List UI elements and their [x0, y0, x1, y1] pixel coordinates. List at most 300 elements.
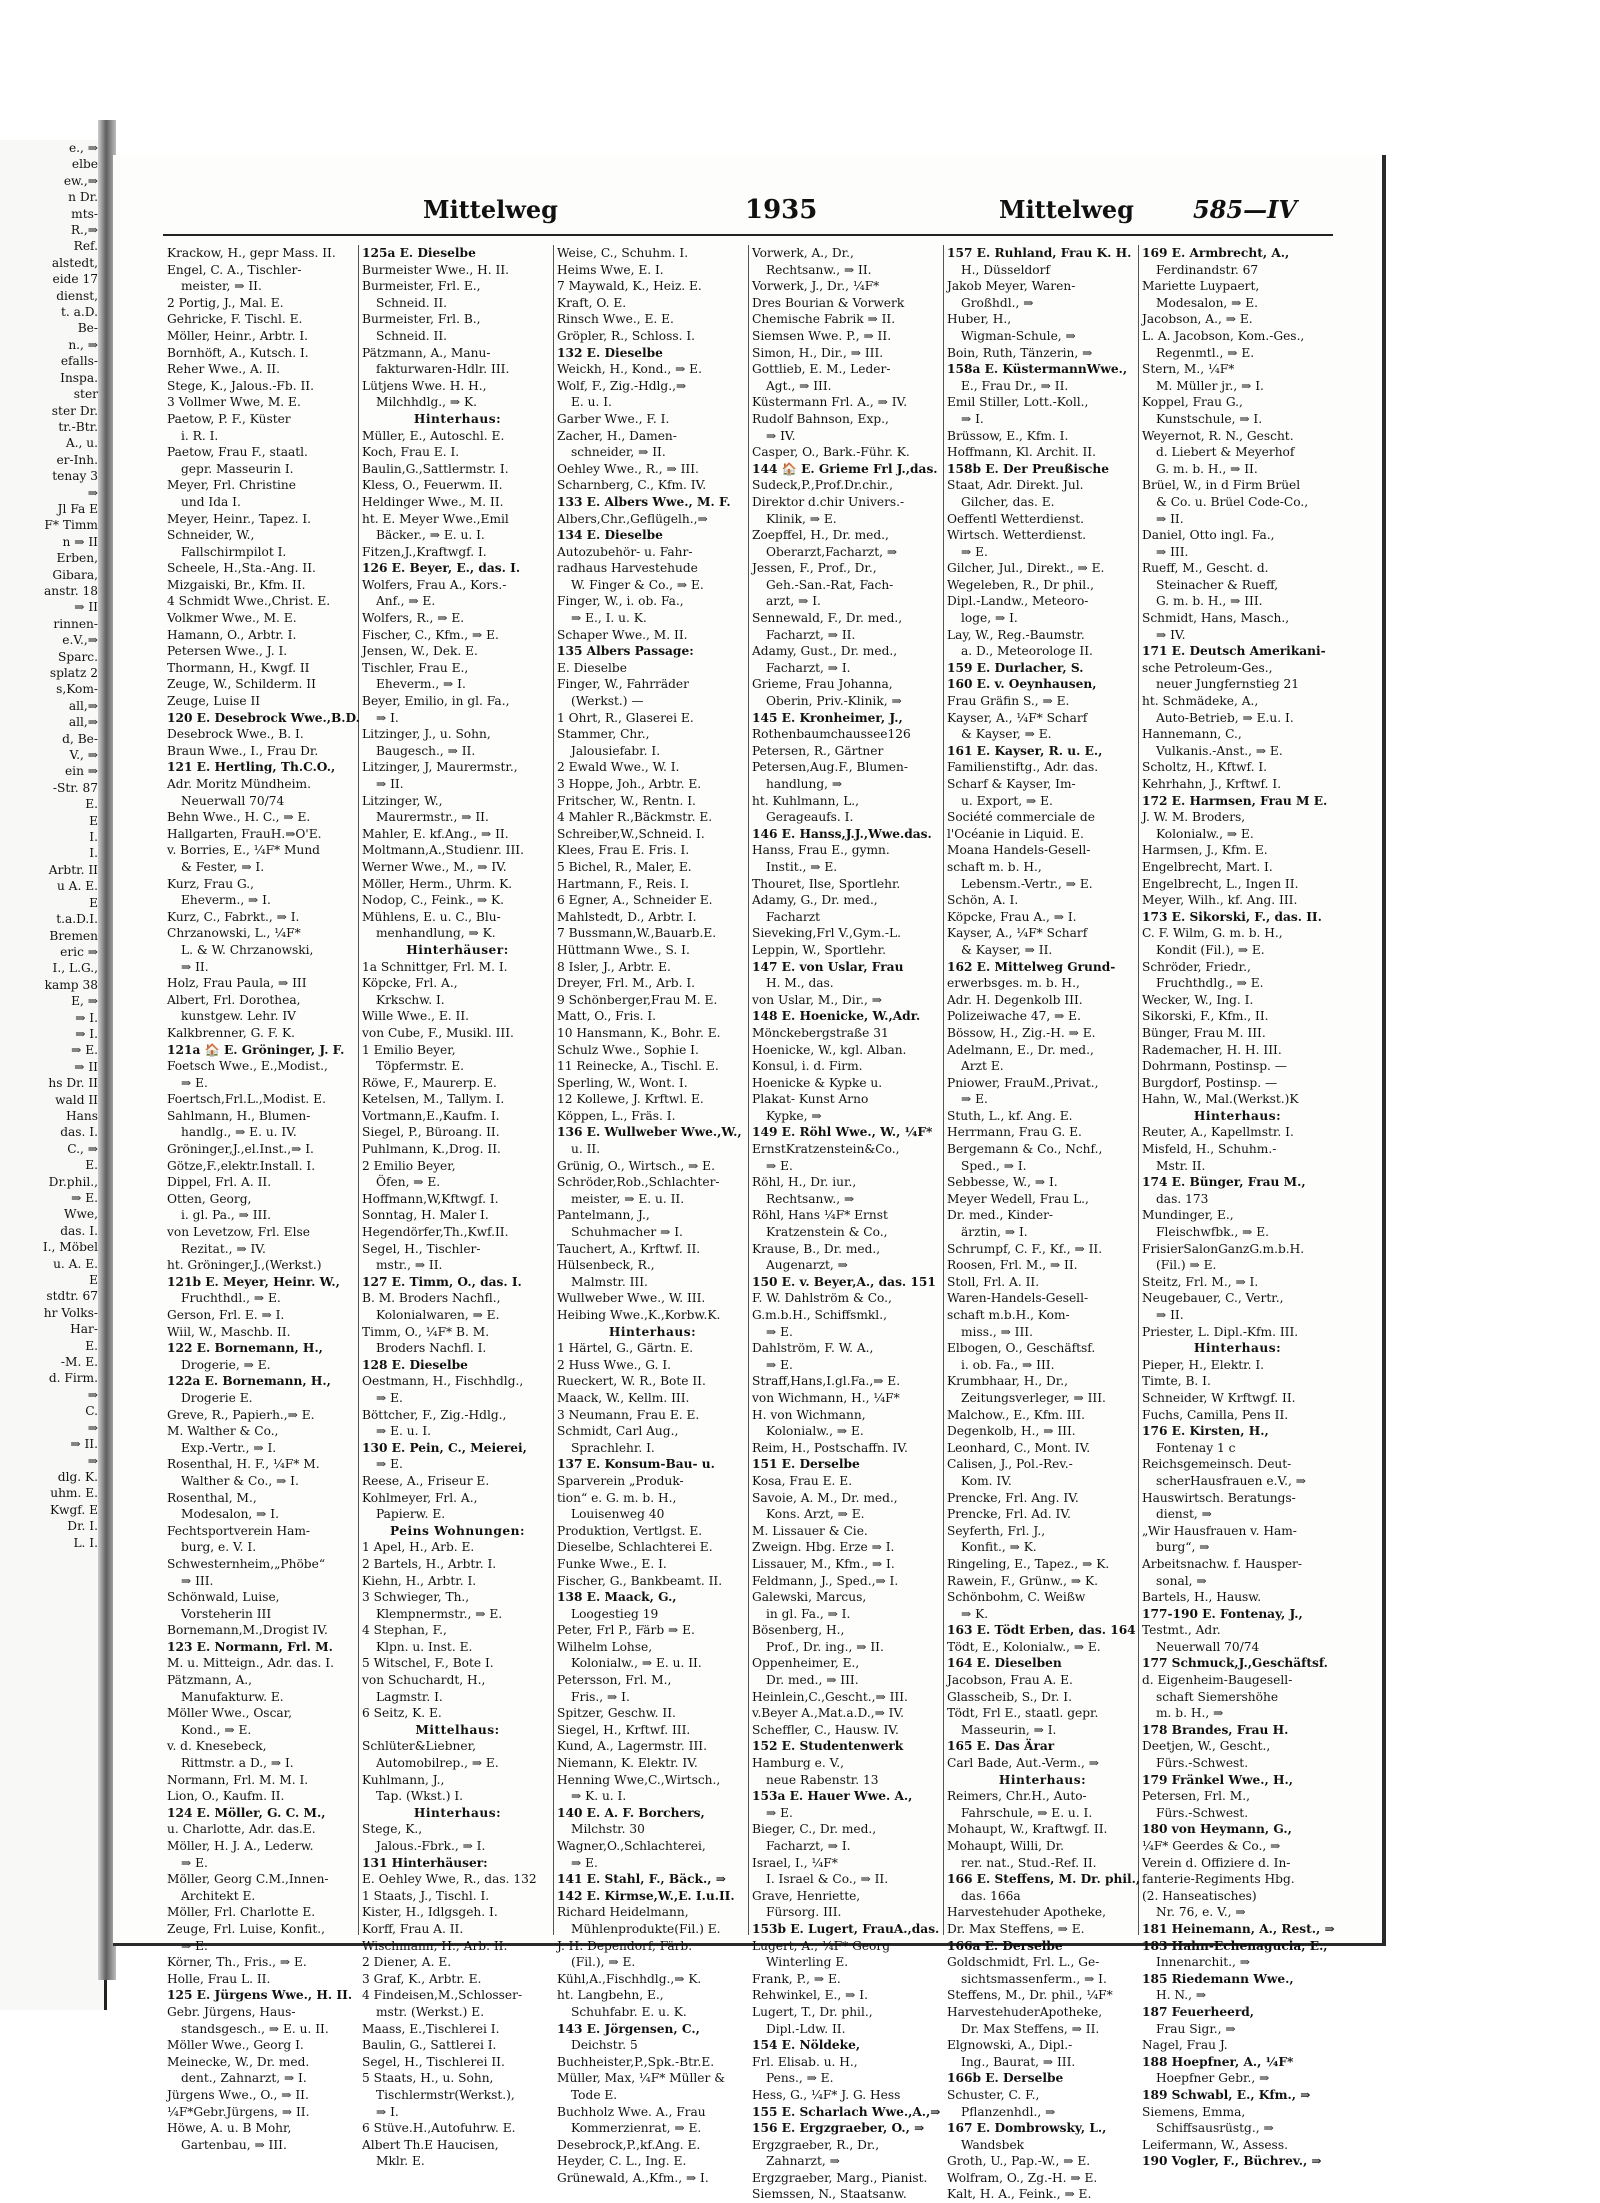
resident-entry: Stern, M., ¼F*: [1142, 362, 1235, 377]
resident-entry: Dr. Max Steffens, ⇒ II.: [961, 2021, 1100, 2036]
resident-entry: Drogerie, ⇒ E.: [181, 1357, 271, 1372]
resident-entry: Burmeister, Frl. E.,: [362, 279, 481, 294]
house-number-entry: 138 E. Maack, G.,: [557, 1590, 677, 1605]
resident-entry: Behn Wwe., H. C., ⇒ E.: [167, 810, 311, 825]
resident-entry: Burmeister Wwe., H. II.: [362, 262, 510, 277]
previous-page-fragment: Hans: [66, 1108, 98, 1123]
resident-entry: Harvestehuder Apotheke,: [947, 1905, 1106, 1920]
previous-page-fragment: Har-: [70, 1322, 98, 1337]
resident-entry: Scholtz, H., Kftwf. I.: [1142, 760, 1268, 775]
resident-entry: Eheverm., ⇒ I.: [181, 893, 271, 908]
resident-entry: (2. Hanseatisches): [1142, 1888, 1257, 1903]
resident-entry: Bieger, C., Dr. med.,: [752, 1822, 877, 1837]
resident-entry: Kolonialw., ⇒ E.: [1156, 826, 1254, 841]
resident-entry: Jacobson, A., ⇒ E.: [1142, 312, 1253, 327]
resident-entry: Kohlmeyer, Frl. A.,: [362, 1490, 478, 1505]
resident-entry: Grieme, Frau Johanna,: [752, 677, 893, 692]
resident-entry: ¼F*Gebr.Jürgens, ⇒ II.: [167, 2104, 310, 2119]
resident-entry: ⇒ II.: [1156, 511, 1184, 526]
house-number-entry: 152 E. Studentenwerk: [752, 1739, 904, 1754]
section-heading: Hinterhäuser:: [406, 942, 509, 957]
resident-entry: Klpn. u. Inst. E.: [376, 1639, 473, 1654]
resident-entry: rer. nat., Stud.-Ref. II.: [961, 1855, 1097, 1870]
resident-entry: Klees, Frau E. Fris. I.: [557, 843, 690, 858]
resident-entry: Elbogen, O., Geschäftsf.: [947, 1341, 1096, 1356]
resident-entry: Rawein, F., Grünw., ⇒ K.: [947, 1573, 1098, 1588]
resident-entry: B. M. Broders Nachfl.,: [362, 1291, 501, 1306]
resident-entry: Baulin, G., Sattlerei I.: [362, 2038, 497, 2053]
resident-entry: Töpfermstr. E.: [376, 1059, 465, 1074]
resident-entry: a. D., Meteorologe II.: [961, 644, 1093, 659]
house-number-entry: 165 E. Das Ärar: [947, 1739, 1055, 1754]
resident-entry: tion“ e. G. m. b. H.,: [557, 1490, 677, 1505]
resident-entry: F. W. Dahlström & Co.,: [752, 1291, 892, 1306]
resident-entry: Tauchert, A., Krftwf. II.: [557, 1241, 701, 1256]
resident-entry: Innenarchit., ⇒: [1156, 1955, 1250, 1970]
resident-entry: ht. Kuhlmann, L.,: [752, 793, 860, 808]
resident-entry: schaft Siemershöhe: [1156, 1689, 1279, 1704]
resident-entry: in gl. Fa., ⇒ I.: [766, 1606, 851, 1621]
previous-page-fragment: anstr. 18: [43, 583, 98, 598]
previous-page-fragment: t.a.D.I.: [56, 912, 98, 927]
previous-page-fragment: kamp 38: [44, 977, 98, 992]
resident-entry: Hoffmann, Kl. Archit. II.: [947, 445, 1096, 460]
resident-entry: mstr. (Werkst.) E.: [376, 2004, 485, 2019]
resident-entry: Albert Th.E Haucisen,: [362, 2137, 499, 2152]
resident-entry: Möller, Frl. Charlotte E.: [167, 1905, 316, 1920]
resident-entry: Lugert, A., ¼F* Georg: [752, 1938, 891, 1953]
house-number-entry: 133 E. Albers Wwe., M. F.: [557, 494, 731, 509]
resident-entry: Köpcke, Frl. A.,: [362, 976, 458, 991]
previous-page-fragment: all,⇒: [68, 698, 98, 713]
resident-entry: Bergemann & Co., Nchf.,: [947, 1142, 1103, 1157]
resident-entry: Greve, R., Papierh.,⇒ E.: [167, 1407, 315, 1422]
house-number-entry: 169 E. Armbrecht, A.,: [1142, 246, 1290, 260]
resident-entry: 5 Witschel, F., Bote I.: [362, 1656, 494, 1671]
resident-entry: Korff, Frau A. II.: [362, 1921, 464, 1936]
resident-entry: Kondit (Fil.), ⇒ E.: [1156, 942, 1265, 957]
resident-entry: Krackow, H., gepr Mass. II.: [167, 246, 336, 260]
resident-entry: Weickh, H., Kond., ⇒ E.: [557, 362, 702, 377]
resident-entry: Krkschw. I.: [376, 992, 445, 1007]
resident-entry: Möller Wwe., Oscar,: [167, 1706, 293, 1721]
resident-entry: Wolfram, O., Zg.-H. ⇒ E.: [947, 2170, 1098, 2185]
house-number-entry: 179 Fränkel Wwe., H.,: [1142, 1772, 1294, 1787]
previous-page-fragment: hr Volks-: [43, 1305, 98, 1320]
resident-entry: Masseurin, ⇒ I.: [961, 1722, 1057, 1737]
previous-page-fragment: I., Möbel: [42, 1240, 98, 1255]
resident-entry: von Wichmann, H., ¼F*: [752, 1390, 900, 1405]
entry-columns: [163, 245, 1338, 2202]
resident-entry: FrisierSalonGanzG.m.b.H.: [1142, 1241, 1305, 1256]
resident-entry: ⇒ E., I. u. K.: [571, 611, 647, 626]
resident-entry: Kister, H., Idlgsgeh. I.: [362, 1905, 498, 1920]
resident-entry: Wille Wwe., E. II.: [362, 1009, 470, 1024]
resident-entry: Zoepffel, H., Dr. med.,: [752, 528, 889, 543]
resident-entry: scherHausfrauen e.V., ⇒: [1156, 1473, 1306, 1488]
house-number-entry: 142 E. Kirmse,W.,E. I.u.II.: [557, 1888, 735, 1903]
resident-entry: Hoepfner Gebr., ⇒: [1156, 2071, 1270, 2086]
resident-entry: Nodop, C., Feink., ⇒ K.: [362, 893, 505, 908]
resident-entry: Oberarzt,Facharzt, ⇒: [766, 544, 898, 559]
previous-page-fragment: d. Firm.: [48, 1371, 98, 1386]
resident-entry: Neugebauer, C., Vertr.,: [1142, 1291, 1284, 1306]
resident-entry: Mariette Luypaert,: [1142, 279, 1260, 294]
previous-page-fragment: ster Dr.: [51, 403, 98, 418]
resident-entry: Zeitungsverleger, ⇒ III.: [961, 1390, 1106, 1405]
previous-page-fragment: ⇒ II: [74, 1059, 98, 1074]
resident-entry: Fris., ⇒ I.: [571, 1689, 630, 1704]
resident-entry: Matt, O., Fris. I.: [557, 1009, 657, 1024]
resident-entry: Buchholz Wwe. A., Frau: [557, 2104, 706, 2119]
resident-entry: Tischlermstr(Werkst.),: [376, 2087, 515, 2102]
resident-entry: ⇒ E.: [766, 1324, 793, 1339]
previous-page-fragment: Be-: [77, 321, 98, 336]
resident-entry: Schrumpf, C. F., Kf., ⇒ II.: [947, 1241, 1103, 1256]
resident-entry: Neuerwall 70/74: [181, 793, 285, 808]
resident-entry: Kommerzienrat, ⇒ E.: [571, 2121, 702, 2136]
resident-entry: Oestmann, H., Fischhdlg.,: [362, 1374, 524, 1389]
resident-entry: Deetjen, W., Gescht.,: [1142, 1739, 1271, 1754]
resident-entry: ärztin, ⇒ I.: [961, 1225, 1028, 1240]
previous-page-fragment: R.,⇒: [70, 223, 98, 238]
resident-entry: Wirtsch. Wetterdienst.: [947, 528, 1086, 543]
resident-entry: Heinlein,C.,Gescht.,⇒ III.: [752, 1689, 908, 1704]
resident-entry: Heyder, C. L., Ing. E.: [557, 2154, 687, 2169]
resident-entry: Hanss, Frau E., gymn.: [752, 843, 890, 858]
resident-entry: Vulkanis.-Anst., ⇒ E.: [1156, 743, 1283, 758]
resident-entry: Sprachlehr. I.: [571, 1440, 655, 1455]
resident-entry: Regenmtl., ⇒ E.: [1156, 345, 1255, 360]
resident-entry: 3 Graf, K., Arbtr. E.: [362, 1971, 482, 1986]
house-number-entry: 154 E. Nöldeke,: [752, 2038, 861, 2053]
resident-entry: L. A. Jacobson, Kom.-Ges.,: [1142, 328, 1305, 343]
resident-entry: Wegeleben, R., Dr phil.,: [947, 577, 1094, 592]
resident-entry: (Werkst.) —: [571, 694, 644, 709]
resident-entry: Mohaupt, Willi, Dr.: [947, 1839, 1065, 1853]
resident-entry: Gottlieb, E. M., Leder-: [752, 362, 891, 377]
resident-entry: Fallschirmpilot I.: [181, 544, 287, 559]
resident-entry: ⇒ III.: [181, 1573, 214, 1588]
resident-entry: Wiil, W., Maschb. II.: [167, 1324, 291, 1339]
resident-entry: sche Petroleum-Ges.,: [1142, 660, 1273, 675]
previous-page-fragment: splatz 2: [49, 666, 98, 680]
resident-entry: Hahn, W., Mal.(Werkst.)K: [1142, 1092, 1299, 1107]
house-number-entry: 166a E. Derselbe: [947, 1938, 1063, 1953]
resident-entry: ht. Langbehn, E.,: [557, 1988, 664, 2003]
previous-page-fragment: L. I.: [73, 1535, 98, 1550]
previous-page-fragment: E.: [85, 1158, 98, 1173]
resident-entry: Hamburg e. V.,: [752, 1756, 844, 1771]
resident-entry: Litzinger, J, Maurermstr.,: [362, 760, 518, 775]
previous-page-fragment: Sparc.: [58, 649, 98, 664]
resident-entry: Broders Nachfl. I.: [376, 1341, 487, 1356]
resident-entry: ht. Schmädeke, A.,: [1142, 694, 1259, 709]
resident-entry: Rademacher, H. H. III.: [1142, 1042, 1282, 1057]
resident-entry: ⇒ I.: [376, 2104, 399, 2119]
resident-entry: Elgnowski, A., Dipl.-: [947, 2038, 1073, 2053]
resident-entry: Architekt E.: [181, 1888, 256, 1903]
resident-entry: Weise, C., Schuhm. I.: [557, 246, 689, 260]
resident-entry: Kond., ⇒ E.: [181, 1722, 252, 1737]
resident-entry: & Fester, ⇒ I.: [181, 859, 265, 874]
resident-entry: Koch, Frau E. I.: [362, 445, 460, 460]
previous-page-fragment: all,⇒: [68, 715, 98, 730]
house-number-entry: 151 E. Derselbe: [752, 1457, 860, 1472]
previous-page-fragment: V., ⇒: [69, 748, 98, 763]
resident-entry: Litzinger, W.,: [362, 793, 443, 808]
resident-entry: Pätzmann, A., Manu-: [362, 345, 491, 360]
resident-entry: Degenkolb, H., ⇒ III.: [947, 1424, 1076, 1439]
previous-page-fragment: -Str. 87: [52, 780, 98, 795]
resident-entry: Bornhöft, A., Kutsch. I.: [167, 345, 309, 360]
resident-entry: Fahrschule, ⇒ E. u. I.: [961, 1805, 1093, 1820]
resident-entry: m. b. H., ⇒: [1156, 1706, 1224, 1721]
resident-entry: Tode E.: [571, 2087, 618, 2102]
resident-entry: 1a Schnittger, Frl. M. I.: [362, 959, 508, 974]
resident-entry: Petersen Wwe., J. I.: [167, 644, 288, 659]
resident-entry: Küstermann Frl. A., ⇒ IV.: [752, 395, 908, 410]
previous-page-fragment: eric ⇒: [60, 944, 98, 959]
resident-entry: Sieveking,Frl V.,Gym.-L.: [752, 926, 901, 941]
previous-page-fragment: e., ⇒: [68, 141, 98, 155]
house-number-entry: 121 E. Hertling, Th.C.O.,: [167, 760, 336, 775]
resident-entry: gepr. Masseurin I.: [181, 461, 294, 476]
resident-entry: Garber Wwe., F. I.: [557, 411, 670, 426]
resident-entry: ⇒ III.: [1156, 544, 1189, 559]
previous-page-fragment: E: [89, 1273, 98, 1288]
resident-entry: 5 Staats, H., u. Sohn,: [362, 2071, 494, 2086]
resident-entry: Moltmann,A.,Studienr. III.: [362, 843, 524, 858]
resident-entry: Steitz, Frl. M., ⇒ I.: [1142, 1274, 1259, 1289]
previous-page-fragment: hs Dr. II: [48, 1076, 98, 1091]
resident-entry: J. H. Dependorf, Färb.: [557, 1938, 693, 1953]
resident-entry: Öfen, ⇒ E.: [376, 1175, 441, 1190]
resident-entry: Petersen, Frl. M.,: [1142, 1789, 1251, 1804]
resident-entry: G. m. b. H., ⇒ III.: [1156, 594, 1263, 609]
resident-entry: H. von Wichmann,: [752, 1407, 866, 1422]
resident-entry: Segel, H., Tischlerei II.: [362, 2054, 505, 2069]
resident-entry: Holle, Frau L. II.: [167, 1971, 271, 1986]
header-rule: [163, 234, 1333, 236]
resident-entry: Scheffler, C., Hausw. IV.: [752, 1722, 899, 1737]
previous-page-fragment: u A. E.: [56, 879, 98, 894]
resident-entry: Krumbhaar, H., Dr.,: [947, 1374, 1069, 1389]
resident-entry: Papierw. E.: [376, 1507, 446, 1522]
resident-entry: Polizeiwache 47, ⇒ E.: [947, 1009, 1081, 1024]
directory-column-2: [358, 245, 554, 2169]
previous-page-fragment: u. A. E.: [53, 1256, 98, 1271]
house-number-entry: 125 E. Jürgens Wwe., H. II.: [167, 1988, 353, 2003]
house-number-entry: 190 Vogler, F., Büchrev., ⇒: [1142, 2154, 1322, 2169]
resident-entry: Jalous.-Fbrk., ⇒ I.: [376, 1839, 486, 1853]
previous-page-fragment: ⇒ II.: [70, 1437, 98, 1452]
house-number-entry: 153b E. Lugert, FrauA.,das.: [752, 1921, 940, 1936]
resident-entry: Jürgens Wwe., O., ⇒ II.: [167, 2087, 309, 2102]
resident-entry: Moana Handels-Gesell-: [947, 843, 1091, 858]
resident-entry: Hauswirtsch. Beratungs-: [1142, 1490, 1296, 1505]
resident-entry: ⇒ E.: [181, 1855, 208, 1870]
resident-entry: J. W. M. Broders,: [1142, 810, 1246, 825]
resident-entry: Sparverein „Produk-: [557, 1473, 684, 1488]
house-number-entry: 137 E. Konsum-Bau- u.: [557, 1457, 715, 1472]
resident-entry: E. Dieselbe: [557, 660, 627, 675]
resident-entry: meister, ⇒ E. u. II.: [571, 1191, 685, 1206]
resident-entry: Casper, O., Bark.-Führ. K.: [752, 445, 910, 460]
house-number-entry: 125a E. Dieselbe: [362, 246, 476, 260]
house-number-entry: 123 E. Normann, Frl. M.: [167, 1639, 333, 1654]
resident-entry: d. Eigenheim-Baugesell-: [1142, 1673, 1293, 1688]
resident-entry: Bartels, H., Hausw.: [1142, 1590, 1262, 1605]
resident-entry: Gerson, Frl. E. ⇒ I.: [167, 1308, 285, 1322]
resident-entry: Lion, O., Kaufm. II.: [167, 1789, 285, 1804]
resident-entry: Arbeitsnachw. f. Hausper-: [1142, 1556, 1302, 1571]
resident-entry: 2 Ewald Wwe., W. I.: [557, 760, 680, 775]
house-number-entry: 181 Heinemann, A., Rest., ⇒: [1142, 1921, 1335, 1936]
resident-entry: ⇒ I.: [961, 411, 984, 426]
house-number-entry: 135 Albers Passage:: [557, 644, 694, 659]
resident-entry: Glasscheib, S., Dr. I.: [947, 1689, 1072, 1704]
house-number-entry: 141 E. Stahl, F., Bäck., ⇒: [557, 1872, 726, 1887]
house-number-entry: 157 E. Ruhland, Frau K. H.: [947, 246, 1132, 260]
resident-entry: Savoie, A. M., Dr. med.,: [752, 1490, 898, 1505]
resident-entry: Möller, H. J. A., Lederw.: [167, 1839, 314, 1853]
previous-page-fragment: alstedt,: [51, 255, 98, 270]
resident-entry: Louisenweg 40: [571, 1507, 665, 1522]
previous-page-fragment: das. I.: [60, 1223, 98, 1238]
resident-entry: Albert, Frl. Dorothea,: [167, 992, 301, 1007]
previous-page-fragment: ⇒: [87, 1420, 98, 1435]
resident-entry: Müller, Max, ¼F* Müller &: [557, 2071, 726, 2086]
previous-page-fragment: ⇒ E.: [71, 1043, 98, 1058]
resident-entry: Wagner,O.,Schlachterei,: [557, 1839, 706, 1853]
resident-entry: Hüttmann Wwe., S. I.: [557, 942, 690, 957]
resident-entry: Mühlens, E. u. C., Blu-: [362, 909, 501, 924]
resident-entry: Leonhard, C., Mont. IV.: [947, 1440, 1091, 1455]
resident-entry: Thouret, Ilse, Sportlehr.: [752, 876, 901, 891]
resident-entry: Winterling E.: [766, 1955, 849, 1970]
resident-entry: das. 173: [1156, 1191, 1209, 1206]
resident-entry: Mühlenprodukte(Fil.) E.: [571, 1921, 721, 1936]
resident-entry: Leppin, W., Sportlehr.: [752, 942, 886, 957]
resident-entry: Schröder, Friedr.,: [1142, 959, 1251, 974]
resident-entry: Hess, G., ¼F* J. G. Hess: [752, 2087, 901, 2102]
house-number-entry: 178 Brandes, Frau H.: [1142, 1722, 1289, 1737]
resident-entry: Fürs.-Schwest.: [1156, 1805, 1249, 1820]
resident-entry: Grünewald, A.,Kfm., ⇒ I.: [557, 2170, 709, 2185]
resident-entry: Fischer, C., Kfm., ⇒ E.: [362, 627, 499, 642]
resident-entry: Schneider, W Krftwgf. II.: [1142, 1390, 1296, 1405]
resident-entry: ⇒ E.: [766, 1357, 793, 1372]
resident-entry: Prof., Dr. ing., ⇒ II.: [766, 1639, 884, 1654]
house-number-entry: 147 E. von Uslar, Frau: [752, 959, 904, 974]
resident-entry: Müller, E., Autoschl. E.: [362, 428, 505, 443]
resident-entry: Fürsorg. III.: [766, 1905, 842, 1920]
resident-entry: Kypke, ⇒: [766, 1108, 822, 1123]
resident-entry: Funke Wwe., E. I.: [557, 1556, 667, 1571]
resident-entry: Reuter, A., Kapellmstr. I.: [1142, 1125, 1294, 1140]
resident-entry: v. Borries, E., ¼F* Mund: [167, 843, 320, 858]
resident-entry: Wolfers, Frau A., Kors.-: [362, 577, 507, 592]
resident-entry: Mundinger, E.,: [1142, 1208, 1234, 1223]
resident-entry: (Fil.) ⇒ E.: [1156, 1258, 1217, 1273]
resident-entry: dent., Zahnarzt, ⇒ I.: [181, 2071, 307, 2086]
resident-entry: Rechtsanw., ⇒: [766, 1191, 855, 1206]
resident-entry: Stege, K., Jalous.-Fb. II.: [167, 378, 314, 393]
resident-entry: Konfit., ⇒ K.: [961, 1540, 1037, 1555]
resident-entry: ⇒ K. u. I.: [571, 1789, 627, 1804]
previous-page-fragment: ew.,⇒: [63, 173, 98, 188]
resident-entry: Albers,Chr.,Geflügelh.,⇒: [557, 511, 708, 526]
resident-entry: Adamy, Gust., Dr. med.,: [752, 644, 898, 659]
resident-entry: M. Lissauer & Cie.: [752, 1523, 868, 1538]
resident-entry: Frau Sigr., ⇒: [1156, 2021, 1236, 2036]
resident-entry: meister, ⇒ II.: [181, 279, 262, 294]
resident-entry: ht. Gröninger,J.,(Werkst.): [167, 1258, 322, 1273]
previous-page-fragment: Ref.: [73, 239, 98, 254]
resident-entry: Steffens, M., Dr. phil., ¼F*: [947, 1988, 1113, 2003]
resident-entry: Adr. Moritz Mündheim.: [167, 777, 311, 791]
resident-entry: E. u. I.: [571, 395, 612, 410]
resident-entry: Sped., ⇒ I.: [961, 1158, 1027, 1173]
resident-entry: Geh.-San.-Rat, Fach-: [766, 577, 894, 592]
resident-entry: mstr., ⇒ II.: [376, 1258, 443, 1273]
resident-entry: Richard Heidelmann,: [557, 1905, 689, 1920]
resident-entry: Staat, Adr. Direkt. Jul.: [947, 478, 1084, 493]
resident-entry: Finger, W., Fahrräder: [557, 677, 689, 692]
resident-entry: ⇒ E.: [961, 1092, 988, 1107]
resident-entry: Kayser, A., ¼F* Scharf: [947, 710, 1088, 725]
resident-entry: Siegel, H., Krftwf. III.: [557, 1722, 691, 1737]
previous-page-fragment: Wwe,: [63, 1207, 98, 1222]
resident-entry: Henning Wwe,C.,Wirtsch.,: [557, 1772, 721, 1787]
resident-entry: sichtsmassenferm., ⇒ I.: [961, 1971, 1107, 1986]
resident-entry: 9 Schönberger,Frau M. E.: [557, 992, 718, 1007]
house-number-entry: 153a E. Hauer Wwe. A.,: [752, 1789, 913, 1804]
resident-entry: handlg., ⇒ E. u. IV.: [181, 1125, 297, 1140]
house-number-entry: 126 E. Beyer, E., das. I.: [362, 561, 521, 576]
resident-entry: Sebbesse, W., ⇒ I.: [947, 1175, 1058, 1190]
resident-entry: Schneid. II.: [376, 328, 448, 343]
resident-entry: Kom. IV.: [961, 1473, 1012, 1488]
resident-entry: Burmeister, Frl. B.,: [362, 312, 481, 327]
street-name-left: Mittelweg: [423, 195, 558, 224]
resident-entry: Facharzt, ⇒ II.: [766, 627, 856, 642]
resident-entry: Oeffentl Wetterdienst.: [947, 511, 1084, 526]
previous-page-fragment: ⇒: [87, 1453, 98, 1468]
previous-page-fragment: F* Timm: [44, 518, 98, 533]
resident-entry: Rittmstr. a D., ⇒ I.: [181, 1756, 294, 1771]
resident-entry: M. Walther & Co.,: [167, 1424, 279, 1439]
resident-entry: Werner Wwe., M., ⇒ IV.: [362, 859, 507, 874]
resident-entry: 3 Hoppe, Joh., Arbtr. E.: [557, 777, 702, 791]
resident-entry: Beyer, Emilio, in gl. Fa.,: [362, 694, 510, 709]
resident-entry: ⇒ E.: [181, 1075, 208, 1090]
resident-entry: & Co. u. Brüel Code-Co.,: [1156, 494, 1309, 509]
resident-entry: ⇒ II.: [181, 959, 209, 974]
resident-entry: 1 Härtel, G., Gärtn. E.: [557, 1341, 694, 1356]
resident-entry: ⇒ E.: [571, 1855, 598, 1870]
resident-entry: ⇒ II.: [376, 777, 404, 791]
resident-entry: Pätzmann, A.,: [167, 1673, 253, 1688]
resident-entry: Schmidt, Hans, Masch.,: [1142, 611, 1290, 626]
directory-column-3: [553, 245, 749, 2185]
resident-entry: Fürs.-Schwest.: [1156, 1756, 1249, 1771]
resident-entry: ErnstKratzenstein&Co.,: [752, 1142, 900, 1157]
house-number-entry: 160 E. v. Oeynhausen,: [947, 677, 1097, 692]
resident-entry: miss., ⇒ III.: [961, 1324, 1033, 1339]
previous-page-fragment: ⇒ I.: [75, 1026, 98, 1041]
